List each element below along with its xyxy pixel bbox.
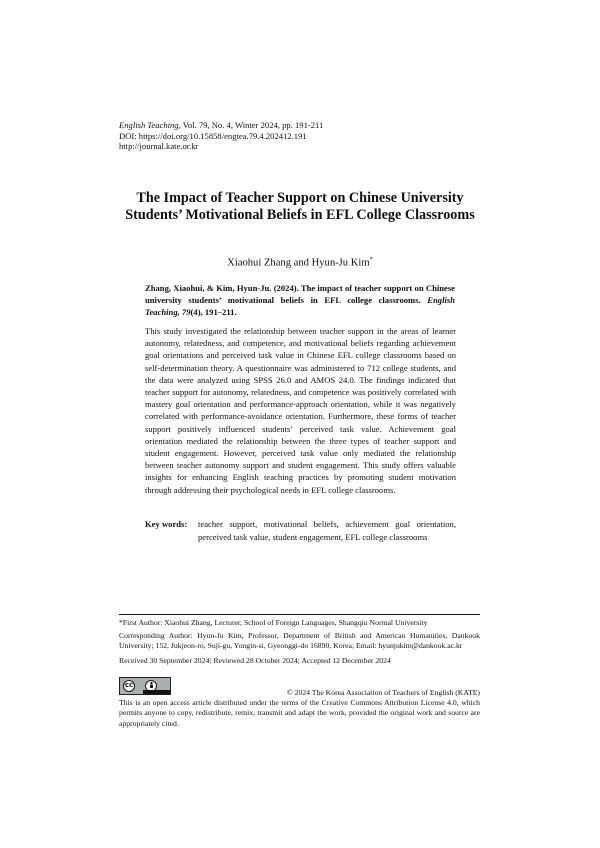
citation-journal: English Teaching, 79 [145, 295, 455, 318]
paper-title-line-2: Students’ Motivational Beliefs in EFL College Classrooms [125, 207, 475, 223]
author-names: Xiaohui Zhang and Hyun-Ju Kim [227, 257, 370, 269]
citation-pages: (4), 191–211. [190, 307, 237, 318]
keywords-block [145, 518, 456, 543]
author-line [60, 256, 540, 269]
review-dates-note: Received 30 September 2024; Reviewed 28 October 2024; Accepted 12 December 2024 [119, 656, 391, 665]
citation-block [145, 282, 455, 319]
abstract-text: This study investigated the relationship between teacher support in the areas of learner autonomy, relatedness, and competence, and motivational beliefs regarding achievement goal orientations and perceived task value in Chinese EFL college classrooms based on self-determination theory. A questionnaire was administered to 712 college students, and the data were analyzed using SPSS 26.0 and AMOS 24.0. The findings indicated that teacher support for autonomy, relatedness, and competence was positively correlated with mastery goal orientation and performance-approach orientation, while it was negatively correlated with performance-avoidance orientation. Furthermore, these forms of teacher support positively influenced students’ perceived task value. Achievement goal orientation mediated the relationship between the three types of teacher support and student engagement. However, perceived task value only mediated the relationship between teacher autonomy support and student engagement. This study offers valuable insights for enhancing English teaching practices by promoting student motivation through addressing their psychological needs in EFL college classrooms. [145, 326, 456, 495]
citation-main: Zhang, Xiaohui, & Kim, Hyun-Ju. (2024). The impact of teacher support on Chinese university students’ motivational beliefs in EFL college classrooms. [145, 283, 455, 306]
license-text: This is an open access article distributed under the terms of the Creative Commons Attribution License 4.0, which permits anyone to copy, redistribute, remix, transmit and adapt the work, provided the original work and source are appropriately cited. [119, 698, 480, 728]
cc-icon: cc [123, 680, 135, 692]
author-footnote-mark: * [369, 256, 373, 263]
doi-line[interactable]: DOI: https://doi.org/10.15858/engtea.79.4.202412.191 [119, 130, 307, 141]
journal-header [119, 120, 323, 152]
first-author-note: *First Author: Xiaohui Zhang, Lecturer, School of Foreign Languages, Shangqiu Normal University [119, 618, 428, 627]
journal-url[interactable]: http://journal.kate.or.kr [119, 141, 199, 152]
keywords-label: Key words: [145, 519, 188, 529]
journal-citation-line [119, 120, 323, 131]
paper-title-line-1: The Impact of Teacher Support on Chinese University [136, 190, 464, 206]
paper-title [60, 190, 540, 224]
corresponding-author-note: Corresponding Author: Hyun-Ju Kim, Professor, Department of British and American Humanities, Dankook University; 152, Jukjeon-ro, Suji-gu, Yongin-si, Gyeonggi-do 16890, Korea; Email: hyunjukim@dankook.ac.kr [119, 631, 480, 651]
keywords-text: teacher support, motivational beliefs, achievement goal orientation, perceived task value, student engagement, EFL college classrooms [198, 519, 456, 542]
footnote-divider [119, 614, 480, 615]
copyright-notice: © 2024 The Korea Association of Teachers of English (KATE) [286, 688, 480, 697]
journal-name: English Teaching [119, 120, 179, 130]
journal-issue-details: , Vol. 79, No. 4, Winter 2024, pp. 191-211 [178, 120, 324, 130]
